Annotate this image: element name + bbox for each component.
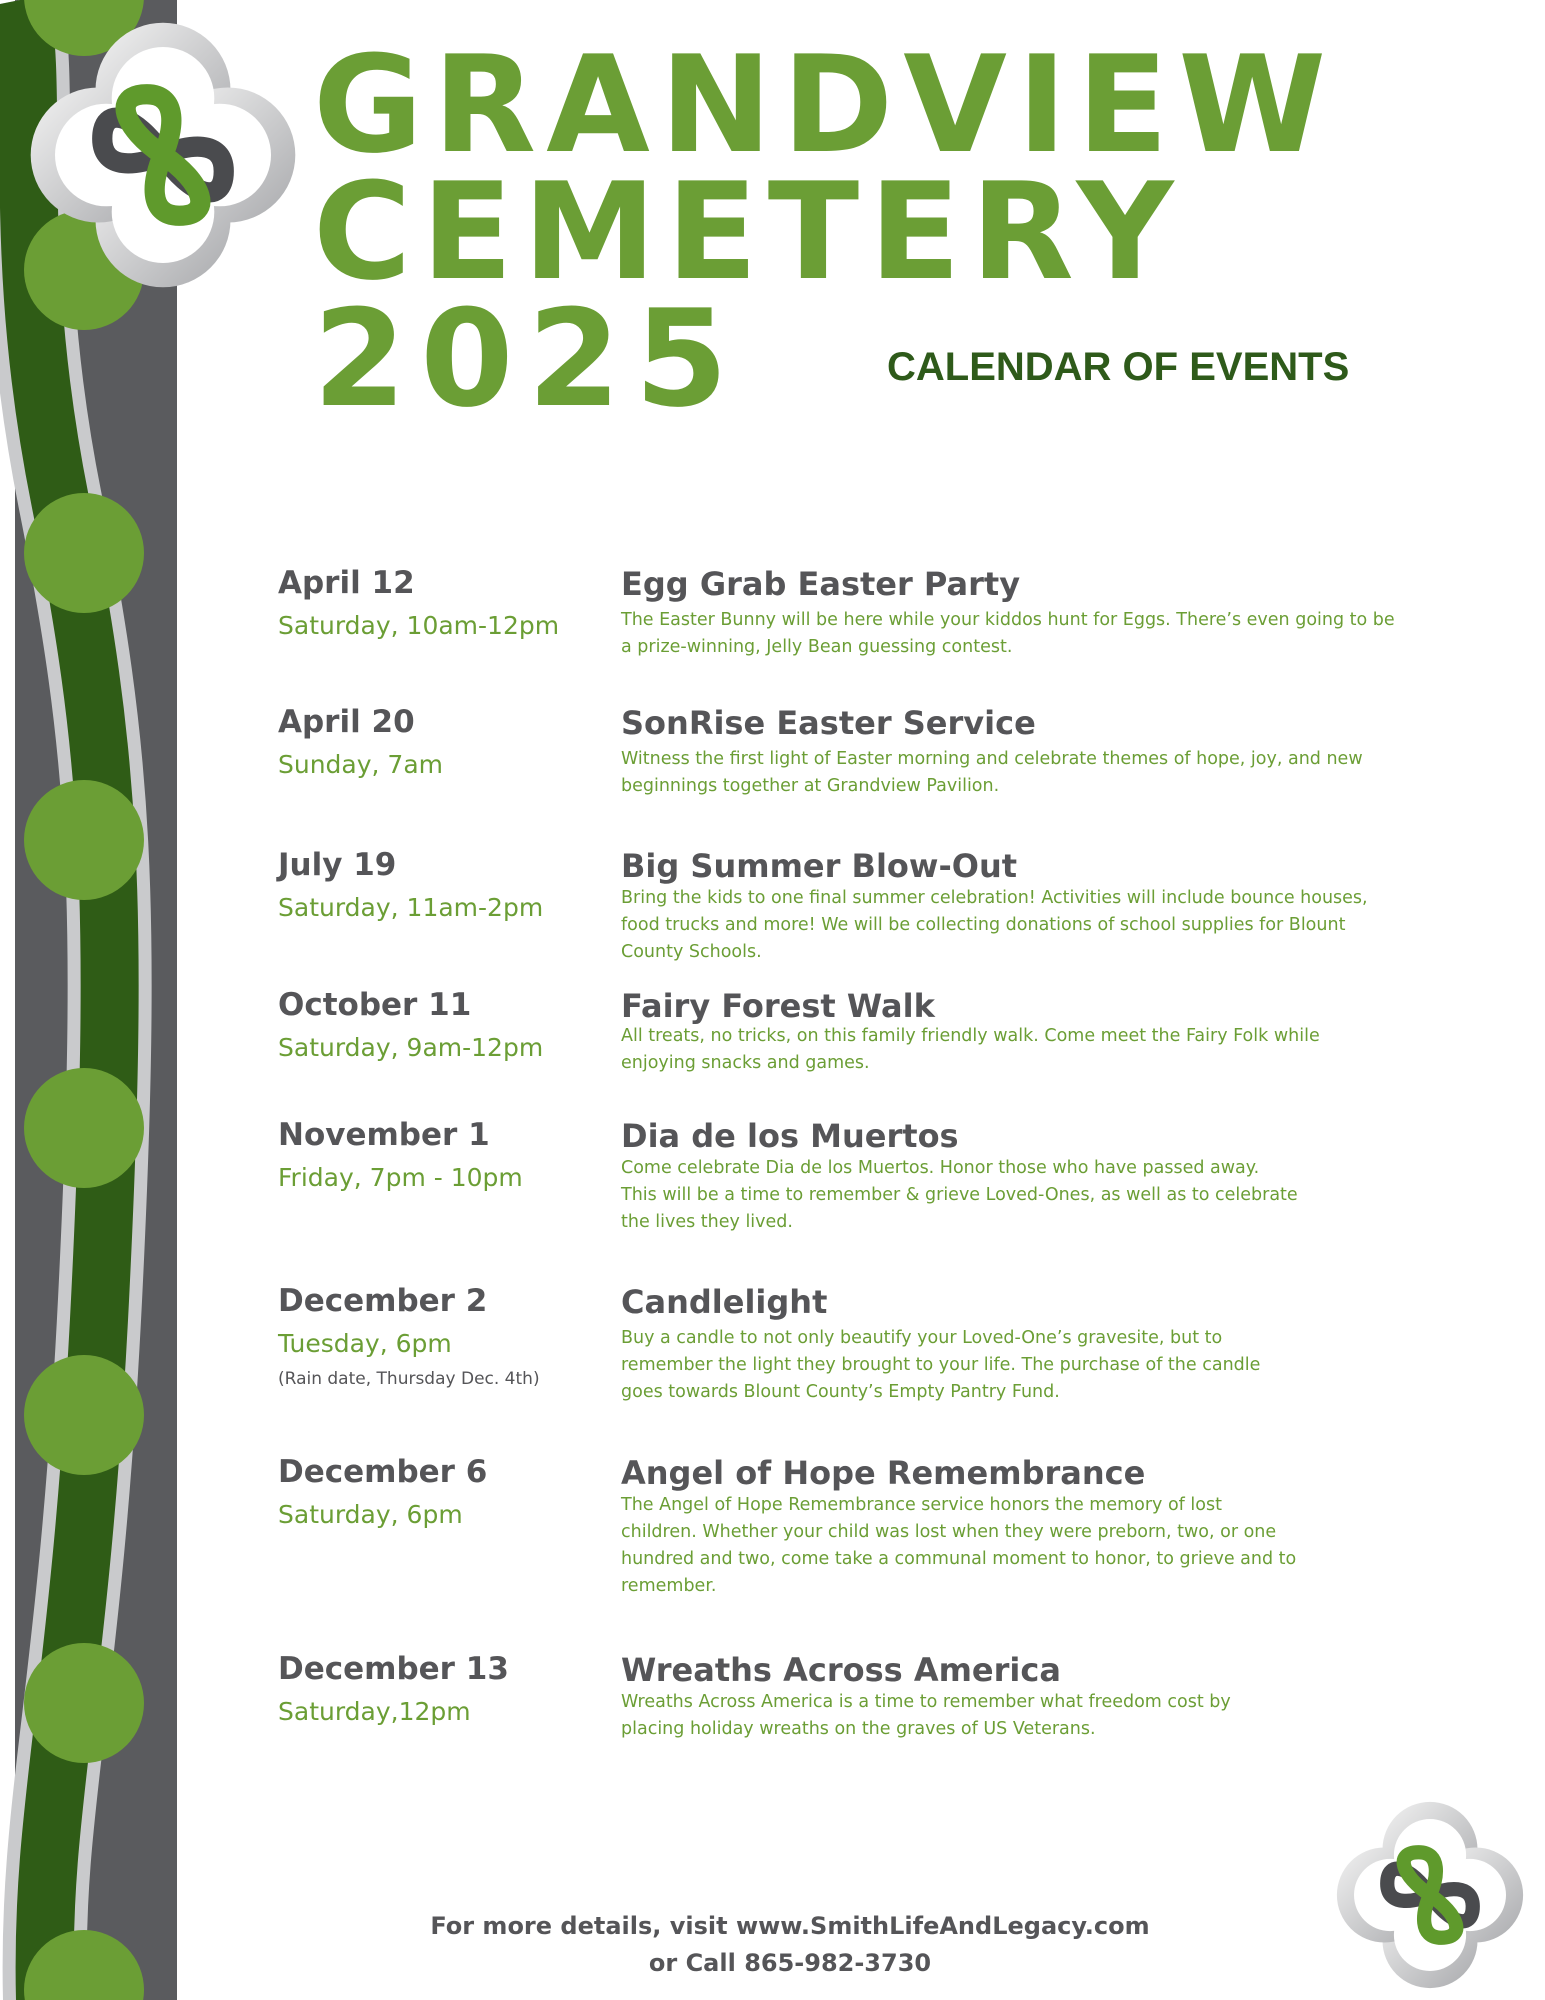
title-line-1: GRANDVIEW [313, 27, 1337, 183]
green-dot [24, 1068, 144, 1188]
event-time: Tuesday, 6pm [278, 1329, 452, 1358]
event-time: Friday, 7pm - 10pm [278, 1163, 523, 1192]
event-time: Saturday, 10am-12pm [278, 611, 560, 640]
event-description: Wreaths Across America is a time to remember what freedom cost by placing holiday wreaths on the graves of US Veterans. [621, 1692, 1231, 1739]
event-description: Come celebrate Dia de los Muertos. Honor those who have passed away. This will be a time to remember & grieve Loved-Ones, as well as to celebrate the lives they lived. [621, 1158, 1298, 1232]
title-year: 2025 [313, 281, 742, 437]
decorative-path-art [0, 0, 300, 2000]
event-title: Fairy Forest Walk [621, 987, 935, 1025]
event-description: All treats, no tricks, on this family friendly walk. Come meet the Fairy Folk while enjoying snacks and games. [621, 1026, 1320, 1073]
logo-icon [1335, 1800, 1525, 1990]
footer-contact [300, 1908, 1280, 1982]
logo-icon [28, 20, 298, 290]
green-dot [24, 780, 144, 900]
event-title: Dia de los Muertos [621, 1117, 959, 1155]
event-date: December 13 [278, 1651, 509, 1687]
event-title: SonRise Easter Service [621, 704, 1036, 742]
event-description: The Angel of Hope Remembrance service honors the memory of lost children. Whether your child was lost when they were preborn, two, or one hundred and two, come take a communal moment to honor, to grieve and to remember. [621, 1495, 1297, 1596]
green-dot [24, 1355, 144, 1475]
event-date: December 2 [278, 1283, 488, 1319]
event-date: April 20 [278, 704, 415, 740]
green-dot [24, 1643, 144, 1763]
event-time: Sunday, 7am [278, 750, 444, 779]
event-date: November 1 [278, 1117, 490, 1153]
footer-website-line: For more details, visit www.SmithLifeAndLegacy.com [430, 1912, 1150, 1940]
title-line-2: CEMETERY [313, 154, 1184, 310]
event-date: December 6 [278, 1454, 488, 1490]
event-rain-date-note: (Rain date, Thursday Dec. 4th) [278, 1369, 540, 1389]
event-date: April 12 [278, 565, 415, 601]
event-description: Bring the kids to one final summer celebration! Activities will include bounce houses, food trucks and more! We will be collecting donations of school supplies for Blount County Schools. [621, 888, 1368, 962]
subtitle: CALENDAR OF EVENTS [887, 345, 1350, 389]
event-date: October 11 [278, 987, 472, 1023]
event-title: Egg Grab Easter Party [621, 565, 1021, 603]
event-description: Witness the first light of Easter morning and celebrate themes of hope, joy, and new beginnings together at Grandview Pavilion. [621, 749, 1363, 796]
event-time: Saturday,12pm [278, 1697, 471, 1726]
event-title: Angel of Hope Remembrance [621, 1454, 1146, 1492]
event-date: July 19 [278, 847, 397, 883]
event-title: Big Summer Blow-Out [621, 847, 1018, 885]
event-title: Wreaths Across America [621, 1651, 1061, 1689]
event-time: Saturday, 11am-2pm [278, 893, 544, 922]
footer-phone-line: or Call 865-982-3730 [648, 1949, 932, 1977]
green-dot [24, 493, 144, 613]
event-time: Saturday, 9am-12pm [278, 1033, 544, 1062]
event-description: Buy a candle to not only beautify your Loved-One’s gravesite, but to remember the light they brought to your life. The purchase of the candle goes towards Blount County’s Empty Pantry Fund. [621, 1328, 1261, 1402]
event-title: Candlelight [621, 1283, 828, 1321]
event-time: Saturday, 6pm [278, 1500, 463, 1529]
event-description: The Easter Bunny will be here while your kiddos hunt for Eggs. There’s even going to be a prize-winning, Jelly Bean guessing contest. [621, 610, 1395, 657]
